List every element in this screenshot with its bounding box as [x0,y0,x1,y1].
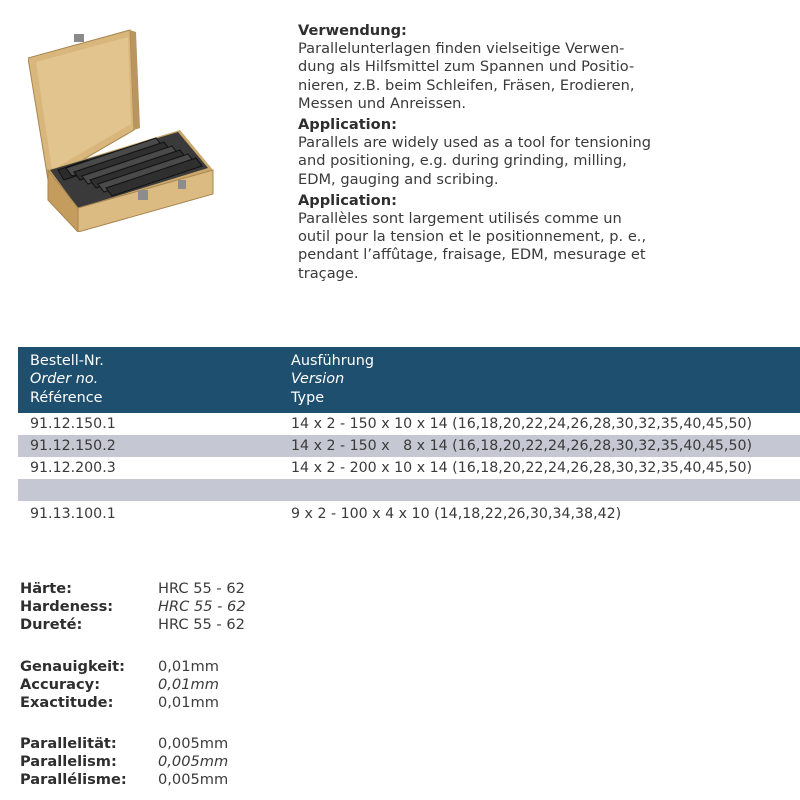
order-no-cell: 91.12.150.2 [30,438,116,454]
header-version: Ausführung Version Type [291,353,375,406]
parallelism-label-fr: Parallélisme: [20,771,127,788]
hardness-value-en: HRC 55 - 62 [158,598,246,615]
order-no-cell: 91.12.150.1 [30,416,116,432]
table-row [18,457,800,479]
order-no-cell: 91.12.200.3 [30,460,116,476]
table-row [18,435,800,457]
description-heading-de: Verwendung: [298,22,407,39]
accuracy-value-fr: 0,01mm [158,694,219,711]
table-row [18,413,800,435]
table-header [18,347,800,413]
spec-table [18,347,800,525]
description-text-de: Parallelunterlagen finden vielseitige Verwen- dung als Hilfsmittel zum Spannen und Positio- nieren, z.B. beim Schleifen, Fräsen, Erodieren, Messen und Anreissen. [298,40,635,112]
description-heading-en: Application: [298,116,397,134]
description-heading-fr: Application: [298,191,397,209]
version-cell: 14 x 2 - 150 x 8 x 14 (16,18,20,22,24,26,28,30,32,35,40,45,50) [291,438,753,454]
description [298,22,798,286]
version-cell: 9 x 2 - 100 x 4 x 10 (14,18,22,26,30,34,38,42) [291,506,622,522]
version-cell: 14 x 2 - 200 x 10 x 14 (16,18,20,22,24,26,28,30,32,35,40,45,50) [291,460,753,476]
table-row-empty [18,479,800,501]
description-text-fr: Parallèles sont largement utilisés comme un outil pour la tension et le positionnement, p. e., pendant l’affûtage, fraisage, EDM, mesurage et traçage. [298,210,647,282]
description-text-en: Parallels are widely used as a tool for tensioning and positioning, e.g. during grinding, milling, EDM, gauging and scribing. [298,134,652,188]
accuracy-label-en: Accuracy: [20,676,101,693]
hardness-label-en: Hardeness: [20,598,114,615]
accuracy-value-en: 0,01mm [158,676,219,693]
table-row [18,503,800,525]
product-image [28,20,228,232]
accuracy-label-de: Genauigkeit: [20,658,125,675]
parallelism-label-de: Parallelität: [20,735,117,752]
parallelism-value-en: 0,005mm [158,753,229,770]
parallelism-value-de: 0,005mm [158,735,229,752]
accuracy-value-de: 0,01mm [158,658,219,675]
hardness-label-fr: Dureté: [20,616,83,633]
hardness-value-fr: HRC 55 - 62 [158,616,245,633]
accuracy-label-fr: Exactitude: [20,694,114,711]
hardness-value-de: HRC 55 - 62 [158,580,245,597]
version-cell: 14 x 2 - 150 x 10 x 14 (16,18,20,22,24,26,28,30,32,35,40,45,50) [291,416,753,432]
header-order-no: Bestell-Nr. Order no. Référence [30,353,104,406]
hardness-label-de: Härte: [20,580,72,597]
parallelism-label-en: Parallelism: [20,753,117,770]
parallelism-value-fr: 0,005mm [158,771,229,788]
latch-icon [74,34,84,42]
order-no-cell: 91.13.100.1 [30,506,116,522]
